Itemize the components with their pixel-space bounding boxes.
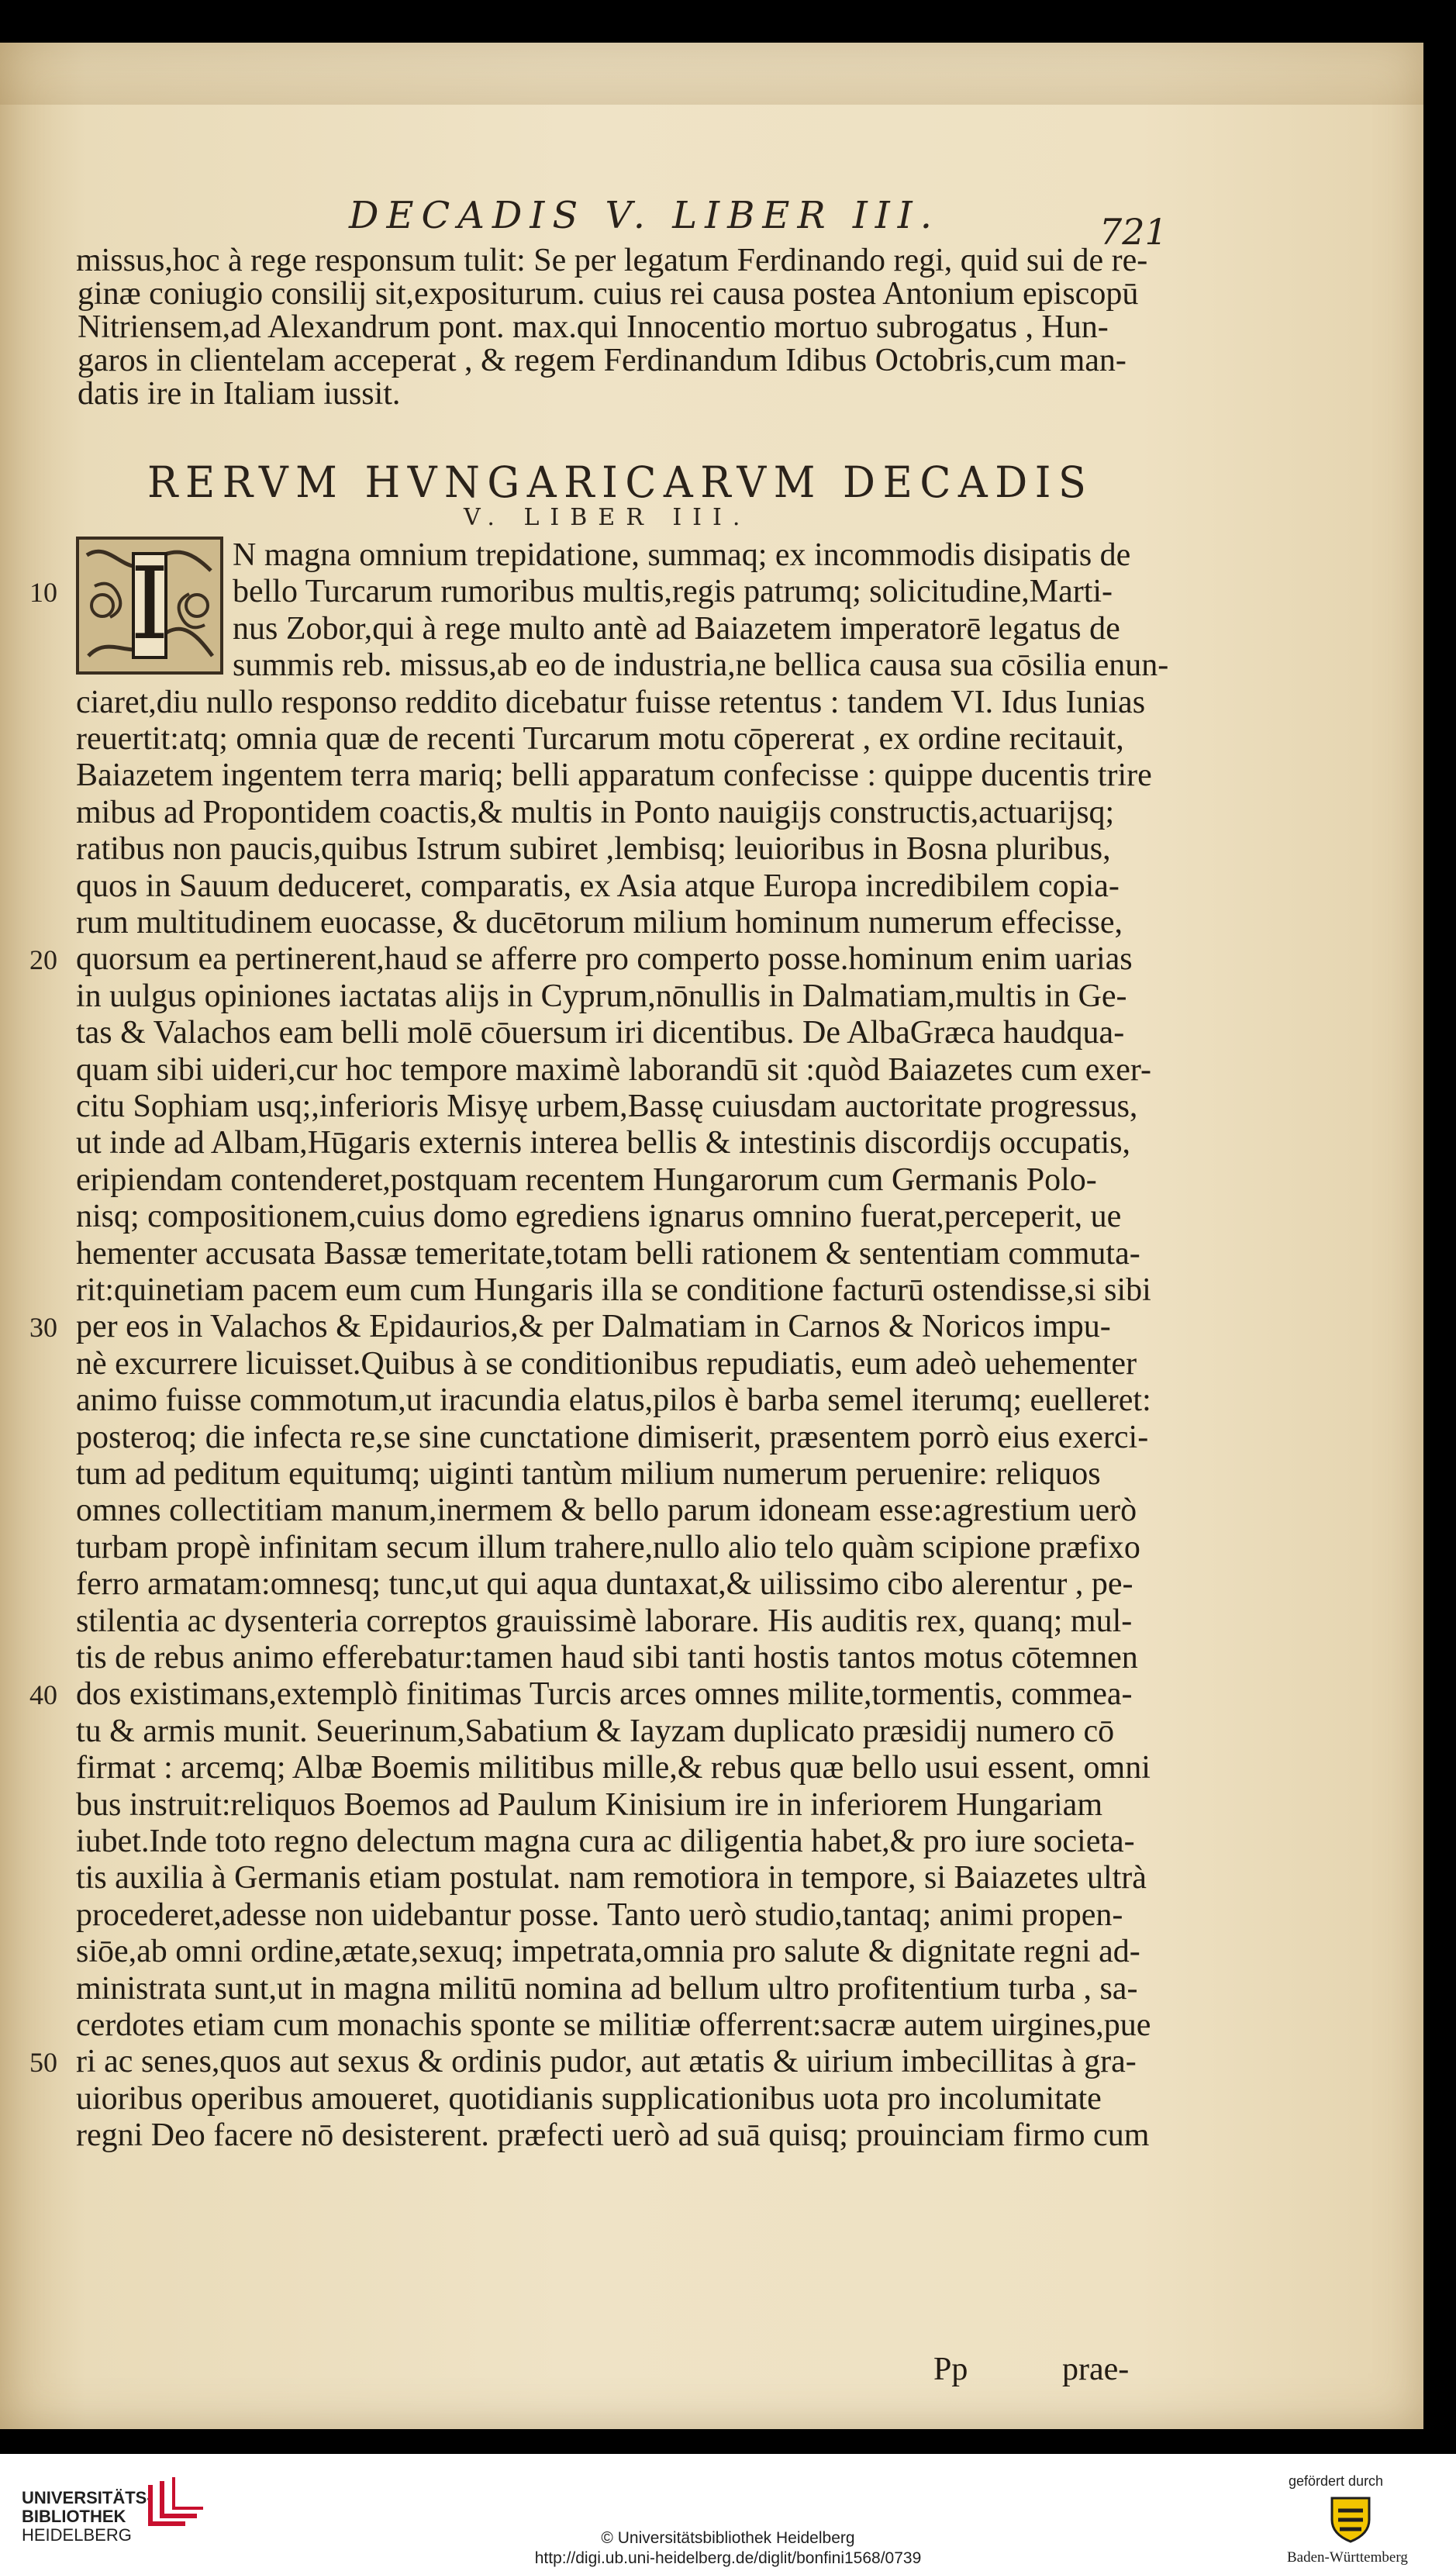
text-line: stilentia ac dysenteria correptos grauissimè laborare. His auditis rex, quanq; mul- [76, 1603, 1133, 1639]
text-line: Baiazetem ingentem terra mariq; belli apparatum confecisse : quippe ducentis trire [76, 757, 1152, 794]
text-line: bello Turcarum rumoribus multis,regis patrumq; solicitudine,Marti- [233, 574, 1113, 610]
intro-line: garos in clientelam acceperat , & regem Ferdinandum Idibus Octobris,cum man- [78, 343, 1127, 378]
section-title: RERVM HVNGARICARVM DECADIS [147, 457, 1094, 507]
text-line: quam sibi uideri,cur hoc tempore maximè laborandū sit :quòd Baiazetes cum exer- [76, 1051, 1152, 1088]
initial-letter: I [129, 547, 170, 662]
text-line: omnes collectitiam manum,inermem & bello parum idoneam esse:agrestium uerò [76, 1493, 1137, 1529]
text-line: nè excurrere licuisset.Quibus à se conditionibus repudiatis, eum adeò uehementer [76, 1345, 1137, 1382]
text-line: ciaret,diu nullo responso reddito dicebatur fuisse retentus : tandem VI. Idus Iunias [76, 684, 1146, 720]
margin-line-number: 30 [29, 1312, 57, 1344]
text-line: ratibus non paucis,quibus Istrum subiret ,lembisq; leuioribus in Bosna pluribus, [76, 831, 1111, 868]
text-line: posteroq; die infecta re,se sine cunctatione dimiserit, præsentem porrò eius exerci- [76, 1419, 1149, 1455]
decorated-initial-letter [76, 537, 223, 675]
margin-line-number: 40 [29, 1679, 57, 1711]
text-line: reuertit:atq; omnia quæ de recenti Turcarum motu cōpererat , ex ordine recitauit, [76, 721, 1124, 757]
state-emblem-icon [1327, 2493, 1374, 2543]
text-line: regni Deo facere nō desisterent. præfecti uerò ad suā quisq; prouinciam firmo cum [76, 2117, 1150, 2154]
text-line: nisq; compositionem,cuius domo egrediens ignarus omnino fuerat,perceperit, ue [76, 1199, 1122, 1235]
funder-name: Baden-Württemberg [1287, 2549, 1408, 2566]
page-top-edge [0, 43, 1423, 105]
library-name-line-2: BIBLIOTHEK [22, 2507, 126, 2526]
text-line: ri ac senes,quos aut sexus & ordinis pudor, aut ætatis & uirium imbecillitas à gra- [76, 2044, 1137, 2080]
text-line: animo fuisse commotum,ut iracundia elatus,pilos è barba semel iterumq; euelleret: [76, 1382, 1151, 1419]
text-line: rit:quinetiam pacem eum cum Hungaris illa se conditione facturū ostendisse,si sibi [76, 1272, 1151, 1308]
text-line: iubet.Inde toto regno delectum magna cura ac diligentia habet,& pro iure societa- [76, 1824, 1135, 1859]
page-number: 721 [1099, 211, 1168, 253]
text-line: ministrata sunt,ut in magna militū nomina ad bellum ultro profitentium turba , sa- [76, 1970, 1138, 2007]
text-line: cerdotes etiam cum monachis sponte se militiæ offerrent:sacræ autem uirgines,pue [76, 2007, 1151, 2043]
text-line: ferro armatam:omnesq; tunc,ut qui aqua duntaxat,& uilissimo cibo alerentur , pe- [76, 1566, 1133, 1603]
text-line: quos in Sauum deduceret, comparatis, ex Asia atque Europa incredibilem copia- [76, 868, 1120, 904]
text-line: uioribus operibus amoueret, quotidianis supplicationibus uota pro incolumitate [76, 2080, 1102, 2117]
running-head: DECADIS V. LIBER III. [349, 194, 940, 237]
text-line: eripiendam contenderet,postquam recentem Hungarorum cum Germanis Polo- [76, 1161, 1097, 1198]
intro-line: datis ire in Italiam iussit. [78, 376, 401, 412]
text-line: mibus ad Propontidem coactis,& multis in Ponto nauigijs constructis,actuarijsq; [76, 794, 1115, 830]
text-line: procederet,adesse non uidebantur posse. Tanto uerò studio,tantaq; animi propen- [76, 1896, 1123, 1933]
margin-line-number: 50 [29, 2047, 57, 2079]
intro-line: missus,hoc à rege responsum tulit: Se per legatum Ferdinando regi, quid sui de re- [76, 243, 1148, 278]
text-line: N magna omnium trepidatione, summaq; ex incommodis disipatis de [233, 537, 1131, 573]
text-line: firmat : arcemq; Albæ Boemis militibus mille,& rebus quæ bello usui essent, omni [76, 1750, 1151, 1786]
text-line: tis auxilia à Germanis etiam postulat. nam remotiora in tempore, si Baiazetes ultrà [76, 1860, 1147, 1896]
text-line: siōe,ab omni ordine,ætate,sexuq; impetrata,omnia pro salute & dignitate regni ad- [76, 1934, 1140, 1970]
text-line: turbam propè infinitam secum illum trahere,nullo alio telo quàm scipione præfixo [76, 1529, 1140, 1565]
copyright-text: © Universitätsbibliothek Heidelberg [601, 2529, 855, 2547]
text-line: rum multitudinem euocasse, & ducētorum milium hominum numerum effecisse, [76, 905, 1123, 940]
signature-mark: Pp [933, 2352, 968, 2387]
text-line: summis reb. missus,ab eo de industria,ne bellica causa sua cōsilia enun- [233, 647, 1169, 684]
catchword: prae- [1062, 2352, 1130, 2387]
text-line: dos existimans,extemplò finitimas Turcis arces omnes milite,tormentis, commea- [76, 1676, 1133, 1713]
text-line: quorsum ea pertinerent,haud se afferre pro comperto posse.hominum enim uarias [76, 941, 1133, 978]
text-line: bus instruit:reliquos Boemos ad Paulum Kinisium ire in inferiorem Hungariam [76, 1786, 1102, 1823]
text-line: hementer accusata Bassæ temeritate,totam belli rationem & sententiam commuta- [76, 1235, 1140, 1272]
permalink-url[interactable]: http://digi.ub.uni-heidelberg.de/diglit/bonfini1568/0739 [534, 2549, 922, 2567]
intro-line: Nitriensem,ad Alexandrum pont. max.qui Innocentio mortuo subrogatus , Hun- [78, 309, 1109, 345]
text-line: ut inde ad Albam,Hūgaris externis interea bellis & intestinis discordijs occupatis, [76, 1125, 1131, 1161]
text-line: nus Zobor,qui à rege multo antè ad Baiazetem imperatorē legatus de [233, 610, 1120, 647]
margin-line-number: 10 [29, 577, 57, 609]
text-line: tis de rebus animo efferebatur:tamen haud sibi tanti hostis tantos motus cōtemnen [76, 1640, 1138, 1675]
funded-by-label: gefördert durch [1289, 2473, 1384, 2489]
library-name-line-3: HEIDELBERG [22, 2525, 132, 2545]
text-line: citu Sophiam usq;,inferioris Misyę urbem,Bassę cuiusdam auctoritate progressus, [76, 1089, 1138, 1124]
library-name-line-1: UNIVERSITÄTS- [22, 2488, 153, 2507]
text-line: per eos in Valachos & Epidaurios,& per Dalmatiam in Carnos & Noricos impu- [76, 1309, 1111, 1345]
margin-line-number: 20 [29, 944, 57, 976]
text-line: tas & Valachos eam belli molē cōuersum iri dicentibus. De AlbaGræca haudqua- [76, 1015, 1125, 1051]
section-subtitle: V. LIBER III. [464, 504, 751, 531]
text-line: tum ad peditum equitumq; uiginti tantùm milium numerum peruenire: reliquos [76, 1456, 1101, 1492]
text-line: tu & armis munit. Seuerinum,Sabatium & Iayzam duplicato præsidij numero cō [76, 1713, 1115, 1749]
library-mark-icon [143, 2477, 205, 2531]
text-line: in uulgus opiniones iactatas alijs in Cyprum,nōnullis in Dalmatiam,multis in Ge- [76, 978, 1127, 1014]
intro-line: ginæ coniugio consilij sit,expositurum. cuius rei causa postea Antonium episcopū [78, 276, 1139, 312]
